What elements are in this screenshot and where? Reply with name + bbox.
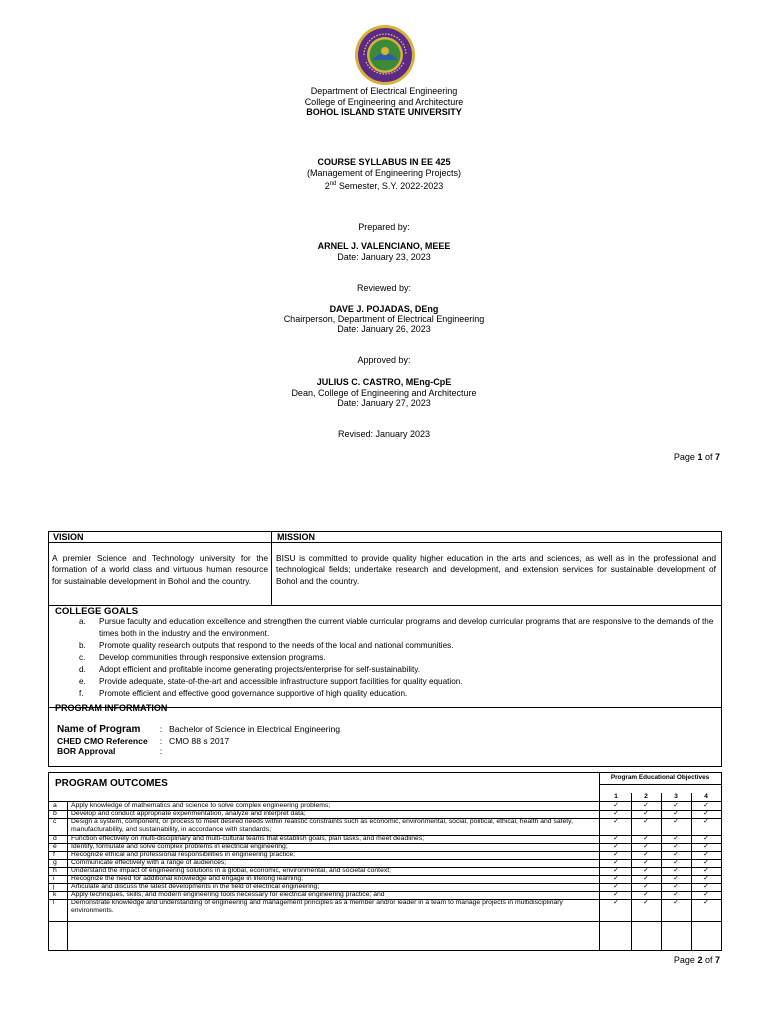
outcome-letter: i	[53, 875, 55, 882]
outcome-letter: g	[53, 859, 57, 866]
prepared-label: Prepared by:	[358, 222, 410, 232]
check-icon: ✓	[643, 859, 649, 866]
peo-heading: Program Educational Objectives	[610, 774, 710, 781]
mission-heading: MISSION	[277, 532, 316, 542]
check-icon: ✓	[643, 818, 649, 825]
outcome-letter: f	[53, 851, 55, 858]
ched-label: CHED CMO Reference	[57, 736, 148, 746]
list-item: e. Provide adequate, state-of-the-art and accessible infrastructure support facilities for quality equation.	[79, 677, 463, 686]
outcome-text: Recognize the need for additional knowledge and engage in lifelong learning;	[71, 875, 304, 882]
ched-value: CMO 88 s 2017	[169, 736, 230, 746]
check-icon: ✓	[703, 883, 709, 890]
approved-name: JULIUS C. CASTRO, MEng-CpE	[316, 377, 452, 387]
university-seal-logo	[354, 24, 416, 86]
check-icon: ✓	[673, 851, 679, 858]
outcome-letter: b	[53, 810, 57, 817]
vision-text: A premier Science and Technology university for the formation of a world class and virtuous human resource for sustainable development in Bohol and the country.	[52, 553, 268, 586]
check-icon: ✓	[643, 891, 649, 898]
outcome-text: Apply knowledge of mathematics and science to solve complex engineering problems;	[71, 802, 331, 809]
college-goals-list	[79, 616, 715, 700]
check-icon: ✓	[703, 891, 709, 898]
outcome-letter: a	[53, 802, 57, 809]
outcome-letter: h	[53, 867, 57, 874]
check-icon: ✓	[703, 818, 709, 825]
check-icon: ✓	[673, 883, 679, 890]
check-icon: ✓	[613, 802, 619, 809]
outcome-text: Recognize ethical and professional responsibilities in engineering practice;	[71, 851, 296, 858]
check-icon: ✓	[613, 891, 619, 898]
college-name: College of Engineering and Architecture	[304, 97, 464, 107]
check-icon: ✓	[703, 835, 709, 842]
program-outcomes-table: PROGRAM OUTCOMES Program Educational Objectives 1 2 3 4 a Apply knowledge of mathematics and science to solve complex engineering problems; ✓ ✓ ✓ ✓ b Develop and conduct appropriate experimentation, analyze and interpret data; ✓ ✓ ✓ ✓ c Design a system, component, or process to meet desired needs within realistic constraints such as economic, environmental, social, political, ethical, health and safety, manufacturability, and sustainability, in accordance with standards; ✓ ✓ ✓ ✓ d Function effectively on multi-disciplinary and multi-cultural teams that establish goals, plan tasks, and meet deadlines; ✓ ✓ ✓ ✓ e Identify, formulate and solve complex problems in electrical engineering; ✓ ✓ ✓ ✓ f Recognize ethical and professional responsibilities in engineering practice; ✓ ✓ ✓ ✓ g Communicate effectively with a range of audiences; ✓ ✓ ✓ ✓ h Understand the impact of engineering solutions in a global, economic, environmental, and societal context; ✓ ✓ ✓ ✓ i Recognize the need for additional knowledge and engage in lifelong learning; ✓ ✓ ✓ ✓ j Articulate and discuss the latest developments in the field of electrical engineering; ✓ ✓ ✓ ✓ k Apply techniques, skills, and modern engineering tools necessary for electrical engineering practice; and ✓ ✓ ✓ ✓ l Demonstrate knowledge and understanding of engineering and management principles as a member and/or leader in a team to manage projects in multidisciplinary environments. ✓ ✓ ✓ ✓	[48, 772, 722, 951]
check-icon: ✓	[673, 818, 679, 825]
check-icon: ✓	[673, 867, 679, 874]
vision-mission-goals-table	[48, 531, 722, 708]
page-number-1: Page 1 of 7	[673, 452, 720, 462]
program-name-label: Name of Program	[57, 724, 141, 735]
course-title: COURSE SYLLABUS IN EE 425	[317, 157, 451, 167]
outcome-letter: j	[53, 883, 55, 890]
reviewed-role: Chairperson, Department of Electrical Engineering	[283, 314, 485, 324]
page-number-2: Page 2 of 7	[673, 955, 720, 965]
check-icon: ✓	[613, 843, 619, 850]
check-icon: ✓	[673, 899, 679, 906]
check-icon: ✓	[673, 843, 679, 850]
check-icon: ✓	[643, 851, 649, 858]
course-subtitle: (Management of Engineering Projects)	[306, 168, 462, 178]
outcome-text: Articulate and discuss the latest developments in the field of electrical engineering;	[71, 883, 320, 890]
check-icon: ✓	[613, 883, 619, 890]
outcome-text: Apply techniques, skills, and modern engineering tools necessary for electrical engineering practice; and	[71, 891, 385, 898]
outcome-text: Understand the impact of engineering solutions in a global, economic, environmental, and societal context;	[71, 867, 392, 874]
check-icon: ✓	[613, 867, 619, 874]
university-name: BOHOL ISLAND STATE UNIVERSITY	[306, 107, 462, 117]
semester: 2nd Semester, S.Y. 2022-2023	[324, 181, 444, 191]
outcome-text: Function effectively on multi-disciplinary and multi-cultural teams that establish goals, plan tasks, and meet deadlines;	[71, 835, 425, 842]
check-icon: ✓	[703, 859, 709, 866]
program-information-heading: PROGRAM INFORMATION	[55, 703, 168, 713]
outcome-text: Design a system, component, or process to meet desired needs within realistic constraints such as economic, environmental, social, political, ethical, health and safety, manufacturability, and sustainability, in accordance with standards;	[71, 818, 573, 833]
approved-role: Dean, College of Engineering and Architecture	[291, 388, 477, 398]
outcome-letter: k	[53, 891, 57, 898]
outcome-letter: d	[53, 835, 57, 842]
outcome-text: Demonstrate knowledge and understanding of engineering and management principles as a member and/or leader in a team to manage projects in multidisciplinary environments.	[71, 899, 563, 914]
reviewed-label: Reviewed by:	[356, 283, 412, 293]
list-item: a. Pursue faculty and education excellence and strengthen the current viable curricular programs and develop curricular programs that are responsive to the demands of the times both in the industry and the environment.	[79, 617, 714, 638]
outcome-letter: e	[53, 843, 57, 850]
check-icon: ✓	[613, 835, 619, 842]
check-icon: ✓	[613, 810, 619, 817]
check-icon: ✓	[643, 867, 649, 874]
check-icon: ✓	[673, 810, 679, 817]
vision-heading: VISION	[53, 532, 84, 542]
prepared-name: ARNEL J. VALENCIANO, MEEE	[317, 241, 451, 251]
check-icon: ✓	[673, 891, 679, 898]
check-icon: ✓	[673, 859, 679, 866]
check-icon: ✓	[643, 883, 649, 890]
check-icon: ✓	[643, 810, 649, 817]
check-icon: ✓	[703, 899, 709, 906]
list-item: d. Adopt efficient and profitable income generating projects/enterprise for self-sustainability.	[79, 665, 421, 674]
check-icon: ✓	[703, 851, 709, 858]
program-outcomes-heading: PROGRAM OUTCOMES	[55, 778, 168, 789]
outcome-letter: l	[53, 899, 55, 906]
check-icon: ✓	[703, 843, 709, 850]
reviewed-date: Date: January 26, 2023	[337, 324, 431, 334]
check-icon: ✓	[613, 875, 619, 882]
bor-label: BOR Approval	[57, 746, 116, 756]
department-name: Department of Electrical Engineering	[310, 86, 458, 96]
list-item: b. Promote quality research outputs that respond to the needs of the local and national communities.	[79, 641, 454, 650]
check-icon: ✓	[673, 802, 679, 809]
check-icon: ✓	[613, 851, 619, 858]
list-item: c. Develop communities through responsive extension programs.	[79, 653, 326, 662]
reviewed-name: DAVE J. POJADAS, DEng	[329, 304, 439, 314]
check-icon: ✓	[643, 899, 649, 906]
check-icon: ✓	[643, 843, 649, 850]
check-icon: ✓	[673, 875, 679, 882]
check-icon: ✓	[643, 835, 649, 842]
check-icon: ✓	[613, 899, 619, 906]
approved-label: Approved by:	[357, 355, 411, 365]
revised-date: Revised: January 2023	[337, 429, 431, 439]
check-icon: ✓	[703, 875, 709, 882]
check-icon: ✓	[613, 859, 619, 866]
outcome-letter: c	[53, 818, 57, 825]
check-icon: ✓	[703, 810, 709, 817]
approved-date: Date: January 27, 2023	[337, 398, 431, 408]
check-icon: ✓	[703, 867, 709, 874]
check-icon: ✓	[673, 835, 679, 842]
program-information-section: PROGRAM INFORMATION Name of Program : Bachelor of Science in Electrical Engineering CHED CMO Reference : CMO 88 s 2017 BOR Approval :	[48, 706, 722, 767]
outcome-text: Identify, formulate and solve complex problems in electrical engineering;	[71, 843, 288, 850]
outcome-text: Develop and conduct appropriate experimentation, analyze and interpret data;	[71, 810, 306, 817]
check-icon: ✓	[703, 802, 709, 809]
outcome-text: Communicate effectively with a range of audiences;	[71, 859, 227, 866]
check-icon: ✓	[613, 818, 619, 825]
check-icon: ✓	[643, 875, 649, 882]
college-goals-heading: COLLEGE GOALS	[55, 606, 139, 617]
list-item: f. Promote efficient and effective good governance supportive of high quality education.	[79, 689, 408, 698]
prepared-date: Date: January 23, 2023	[337, 252, 431, 262]
program-name-value: Bachelor of Science in Electrical Engineering	[169, 724, 341, 734]
check-icon: ✓	[643, 802, 649, 809]
mission-text: BISU is committed to provide quality higher education in the arts and sciences, as well as in the professional and technological fields; undertake research and development, and extension services for sustainable development of Bohol and the country.	[276, 553, 716, 586]
